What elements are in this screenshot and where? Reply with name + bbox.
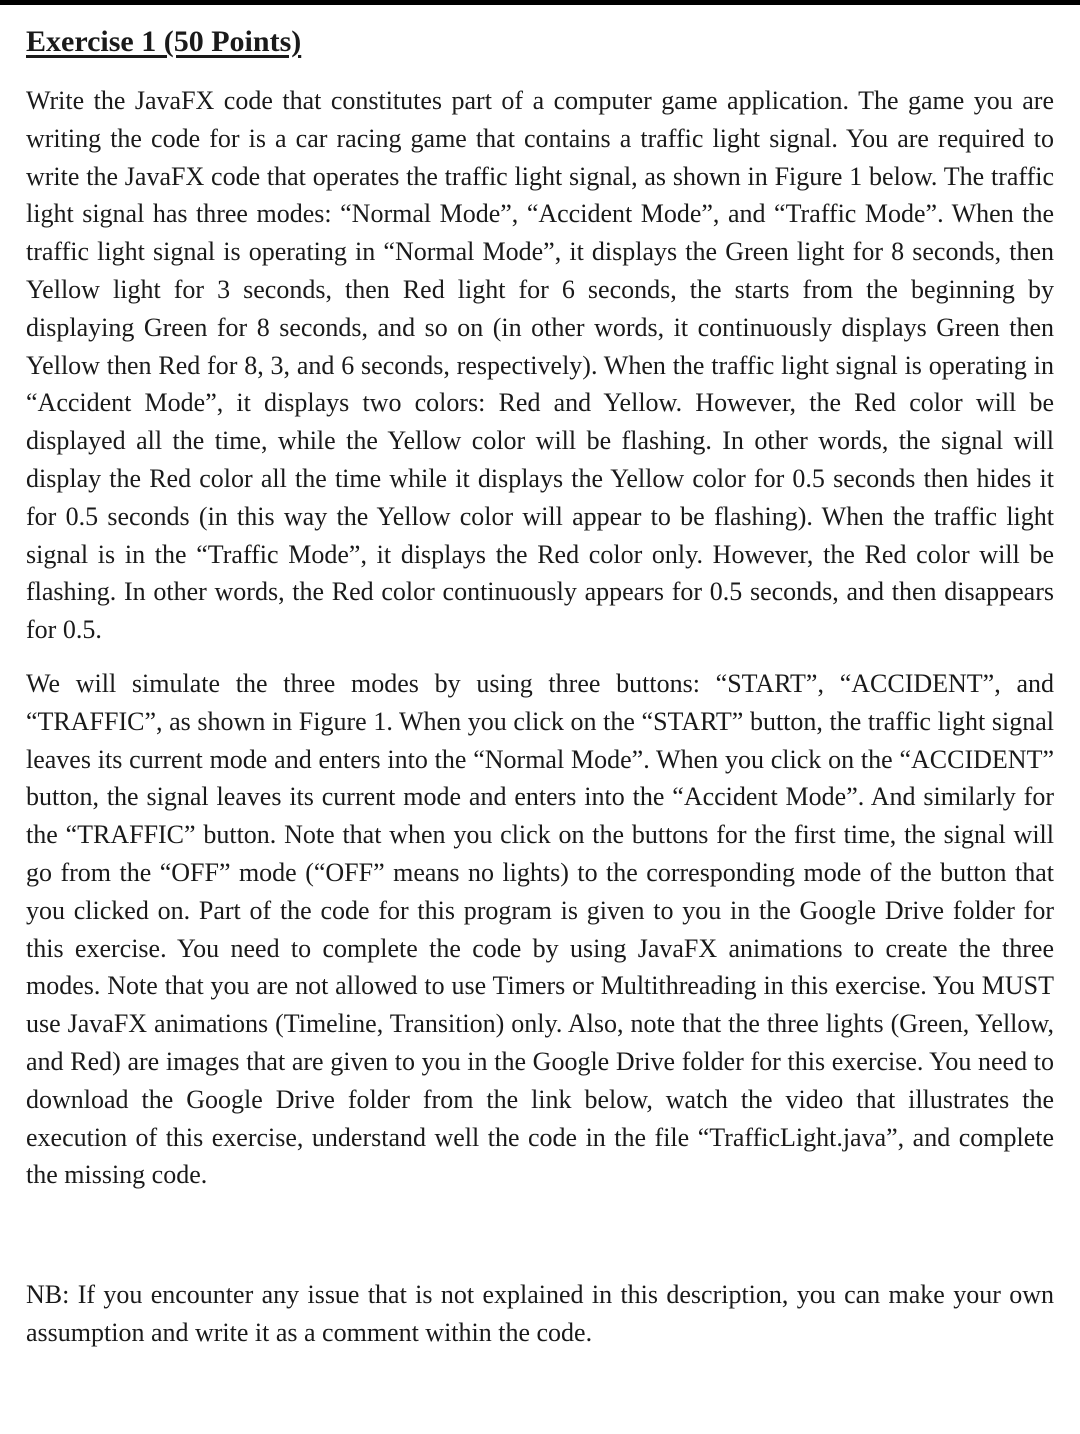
paragraph-buttons: We will simulate the three modes by using three buttons: “START”, “ACCIDENT”, and “TRAFFIC”, as shown in Figure 1. When you click on the “START” button, the traffic light signal leaves its current mode and enters into the “Normal Mode”. When you click on the “ACCIDENT” button, the signal leaves its current mode and enters into the “Accident Mode”. And similarly for the “TRAFFIC” button. Note that when you click on the buttons for the first time, the signal will go from the “OFF” mode (“OFF” means no lights) to the corresponding mode of the button that you clicked on. Part of the code for this program is given to you in the Google Drive folder for this exercise. You need to complete the code by using JavaFX animations to create the three modes. Note that you are not allowed to use Timers or Multithreading in this exercise. You MUST use JavaFX animations (Timeline, Transition) only. Also, note that the three lights (Green, Yellow, and Red) are images that are given to you in the Google Drive folder for this exercise. You need to download the Google Drive folder from the link below, watch the video that illustrates the execution of this exercise, understand well the code in the file “TrafficLight.java”, and complete the missing code. (26, 668, 1054, 1190)
top-border (0, 0, 1080, 5)
paragraph-description: Write the JavaFX code that constitutes part of a computer game application. The game you are writing the code for is a car racing game that contains a traffic light signal. You are required to write the JavaFX code that operates the traffic light signal, as shown in Figure 1 below. The traffic light signal has three modes: “Normal Mode”, “Accident Mode”, and “Traffic Mode”. When the traffic light signal is operating in “Normal Mode”, it displays the Green light for 8 seconds, then Yellow light for 3 seconds, then Red light for 6 seconds, the starts from the beginning by displaying Green for 8 seconds, and so on (in other words, it continuously displays Green then Yellow then Red for 8, 3, and 6 seconds, respectively). When the traffic light signal is operating in “Accident Mode”, it displays two colors: Red and Yellow. However, the Red color will be displayed all the time, while the Yellow color will be flashing. In other words, the signal will display the Red color all the time while it displays the Yellow color for 0.5 seconds then hides it for 0.5 seconds (in this way the Yellow color will appear to be flashing). When the traffic light signal is in the “Traffic Mode”, it displays the Red color only. However, the Red color will be flashing. In other words, the Red color continuously appears for 0.5 seconds, and then disappears for 0.5. (26, 86, 1054, 645)
paragraph-note: NB: If you encounter any issue that is not explained in this description, you can make your own assumption and write it as a comment within the code. (26, 1280, 1054, 1347)
exercise-title: Exercise 1 (50 Points) (26, 25, 302, 58)
document-page (26, 22, 1054, 1352)
